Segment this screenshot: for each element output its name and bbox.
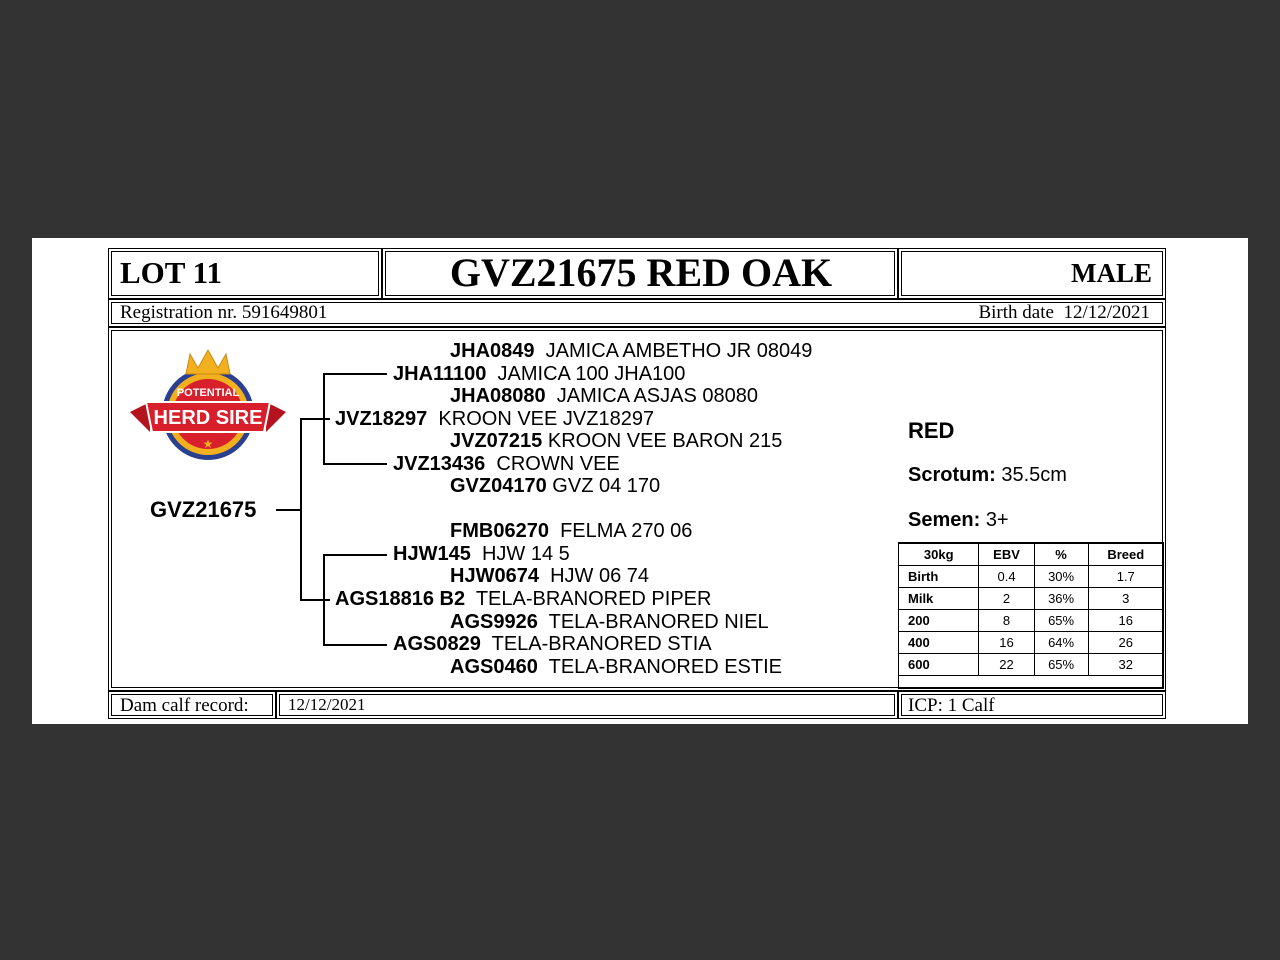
pedigree-ddd: AGS0460 TELA-BRANORED ESTIE [450, 656, 782, 678]
pedigree-dd: AGS0829 TELA-BRANORED STIA [393, 633, 712, 655]
ebv-cell: 600 [899, 654, 979, 676]
ebv-cell: 8 [979, 610, 1034, 632]
ebv-cell: 400 [899, 632, 979, 654]
pedigree-dam: AGS18816 B2 TELA-BRANORED PIPER [335, 588, 712, 610]
pedigree-dss: FMB06270 FELMA 270 06 [450, 520, 693, 542]
birth-date [978, 302, 1150, 324]
ebv-cell: 1.7 [1088, 566, 1163, 588]
pedigree-ds: HJW145 HJW 14 5 [393, 543, 570, 565]
pedigree-ssd: JHA08080 JAMICA ASJAS 08080 [450, 385, 758, 407]
pedigree-dsd: HJW0674 HJW 06 74 [450, 565, 649, 587]
registration-number: Registration nr. 591649801 [120, 302, 328, 323]
pedigree-sds: JVZ07215 KROON VEE BARON 215 [450, 430, 783, 452]
sire-branch [323, 373, 325, 465]
dam-calf-record-value: 12/12/2021 [288, 695, 366, 714]
dam-value-box [276, 691, 898, 719]
semen-value: 3+ [985, 509, 1009, 531]
dam-branch [323, 554, 325, 646]
birth-date-value: 12/12/2021 [1063, 302, 1150, 323]
ebv-cell: Milk [899, 588, 979, 610]
ebv-row [899, 566, 1164, 588]
ebv-header-row [899, 544, 1164, 566]
ebv-cell: 65% [1034, 610, 1088, 632]
dd-connector [323, 644, 387, 646]
badge-main-text: HERD SIRE [153, 407, 263, 429]
ebv-cell: 2 [979, 588, 1034, 610]
lot-number: LOT 11 [120, 255, 222, 290]
subject-id: GVZ21675 [150, 497, 257, 522]
ebv-cell: 22 [979, 654, 1034, 676]
ebv-cell: 26 [1088, 632, 1163, 654]
ebv-cell: 200 [899, 610, 979, 632]
scrotum-label: Scrotum: [908, 464, 996, 486]
herd-sire-badge-icon [128, 348, 288, 468]
subject-connector [276, 509, 300, 511]
sd-connector [323, 463, 387, 465]
ebv-header: % [1034, 544, 1088, 566]
pedigree-dds: AGS9926 TELA-BRANORED NIEL [450, 611, 769, 633]
scrotum [908, 464, 1067, 487]
ss-connector [323, 373, 387, 375]
badge-top-text: POTENTIAL [176, 387, 240, 399]
scrotum-value: 35.5cm [1001, 464, 1067, 486]
ebv-table [898, 543, 1164, 676]
badge-star-icon: ★ [202, 437, 214, 451]
ebv-cell: 0.4 [979, 566, 1034, 588]
dam-calf-record-label: Dam calf record: [120, 695, 249, 716]
ebv-row [899, 588, 1164, 610]
dam-stub [300, 599, 330, 601]
ebv-cell: 32 [1088, 654, 1163, 676]
semen-label: Semen: [908, 509, 981, 531]
ebv-header: EBV [979, 544, 1034, 566]
pedigree-ss: JHA11100 JAMICA 100 JHA100 [393, 363, 686, 385]
lot-card [32, 238, 1248, 724]
pedigree-sdd: GVZ04170 GVZ 04 170 [450, 475, 661, 497]
ebv-cell: 16 [979, 632, 1034, 654]
ebv-cell: 30% [1034, 566, 1088, 588]
birth-date-label: Birth date [978, 302, 1054, 323]
coat-color: RED [908, 418, 955, 443]
ebv-cell: 64% [1034, 632, 1088, 654]
semen [908, 509, 1009, 532]
ebv-cell: 65% [1034, 654, 1088, 676]
subject-branch [300, 418, 302, 601]
ebv-header: 30kg [899, 544, 979, 566]
ebv-cell: 36% [1034, 588, 1088, 610]
ebv-cell: Birth [899, 566, 979, 588]
animal-title: GVZ21675 RED OAK [449, 250, 833, 295]
ds-connector [323, 554, 387, 556]
ebv-row [899, 610, 1164, 632]
animal-sex: MALE [1071, 258, 1152, 288]
ebv-row [899, 632, 1164, 654]
pedigree-sd: JVZ13436 CROWN VEE [393, 453, 620, 475]
pedigree-sire: JVZ18297 KROON VEE JVZ18297 [335, 408, 655, 430]
ebv-header: Breed [1088, 544, 1163, 566]
ebv-row [899, 654, 1164, 676]
icp-value: ICP: 1 Calf [908, 695, 995, 716]
ebv-cell: 16 [1088, 610, 1163, 632]
ebv-cell: 3 [1088, 588, 1163, 610]
sire-stub [300, 418, 330, 420]
pedigree-sss: JHA0849 JAMICA AMBETHO JR 08049 [450, 340, 813, 362]
